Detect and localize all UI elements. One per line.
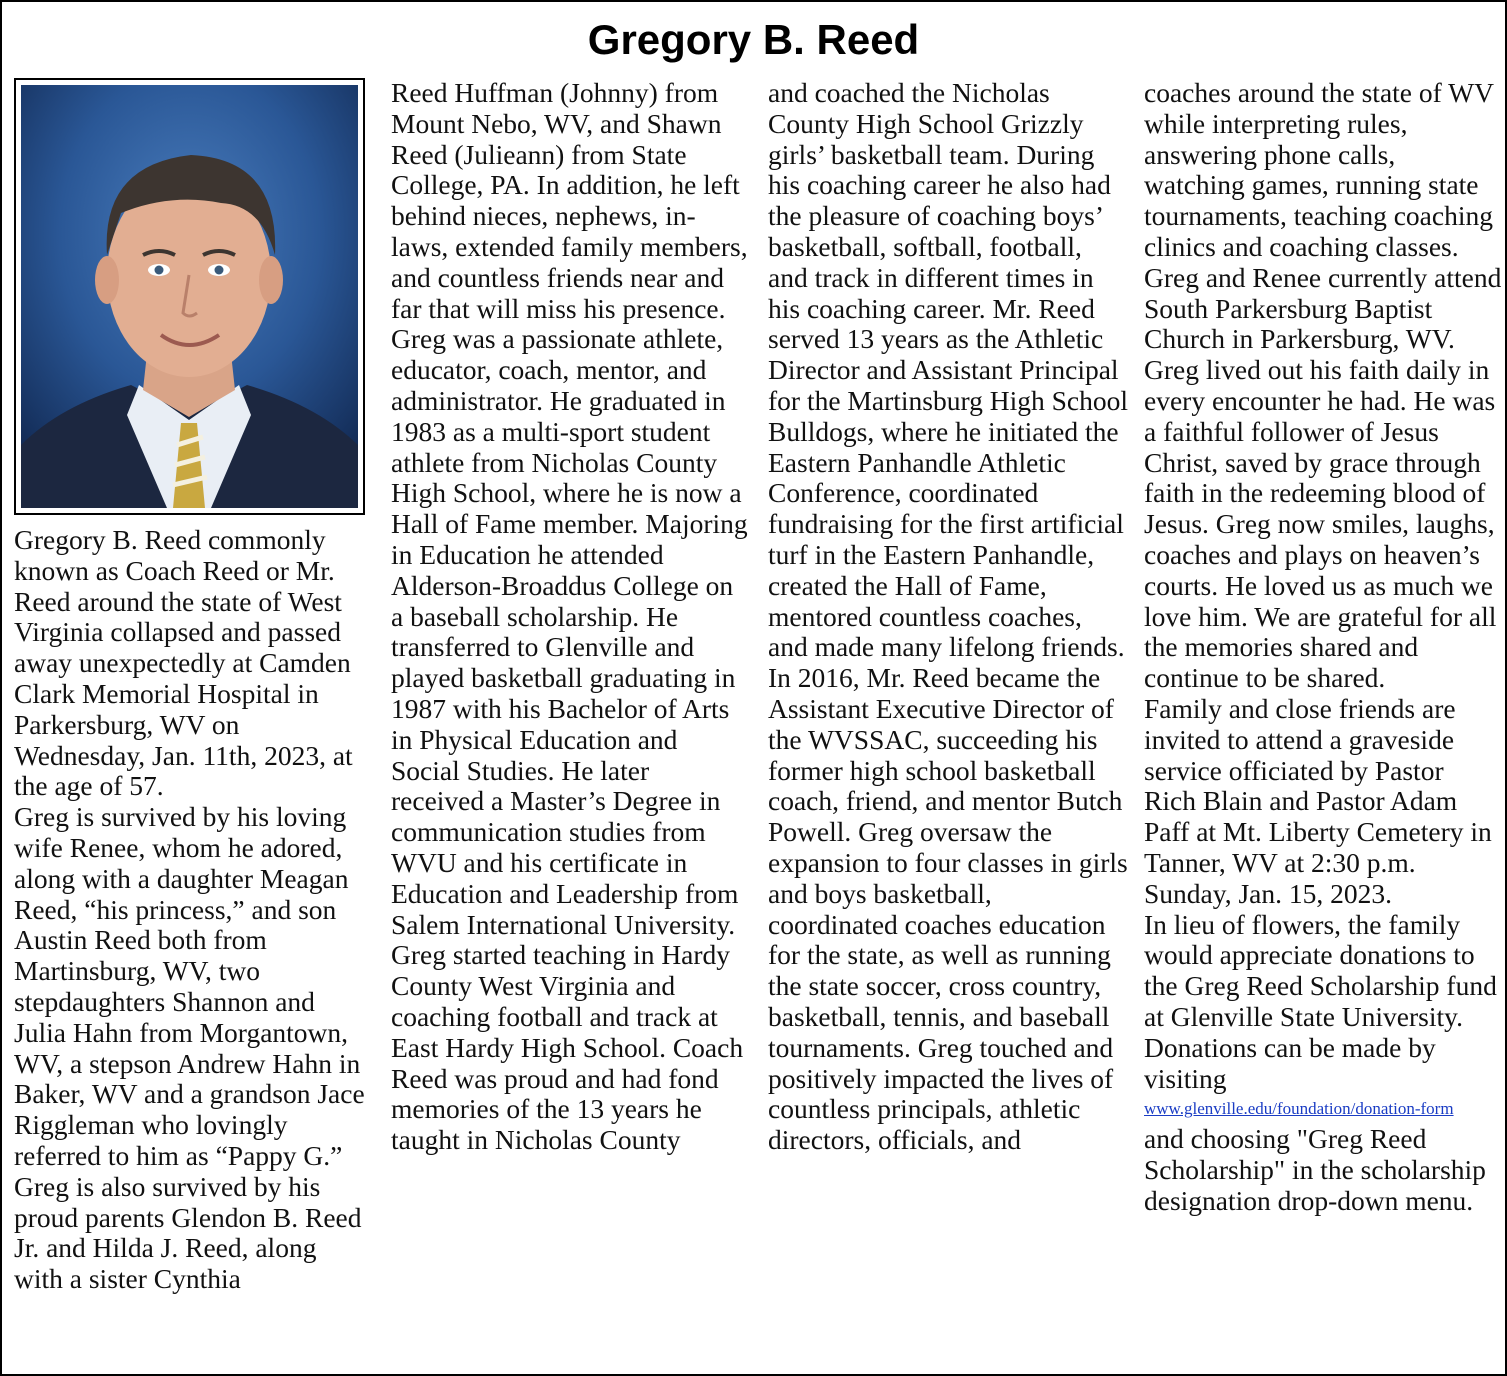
paragraph: coaches around the state of WV while interpreting rules, answering phone calls, watching games, running state tournaments, teaching coaching clinics and coaching classes. <box>1144 77 1494 262</box>
paragraph: In 2016, Mr. Reed became the Assistant Executive Director of the WVSSAC, succeeding his former high school basketball coach, friend, and mentor Butch Powell. Greg oversaw the expansion to four classes in girls and boys basketball, coordinated coaches education for the state, as well as running the state soccer, cross country, basketball, tennis, and baseball tournaments. Greg touched and positively impacted the lives of countless principals, athletic directors, officials, and <box>768 662 1128 1156</box>
paragraph: Greg is survived by his loving wife Renee, whom he adored, along with a daughter Meagan Reed, “his princess,” and son Austin Reed both from Martinsburg, WV, two stepdaughters Shannon and Julia Hahn from Morgantown, WV, a stepson Andrew Hahn in Baker, WV and a grandson Jace Riggleman who lovingly referred to him as “Pappy G.” <box>14 801 365 1171</box>
paragraph: Family and close friends are invited to attend a graveside service officiated by Pastor Rich Blain and Pastor Adam Paff at Mt. Liberty Cemetery in Tanner, WV at 2:30 p.m. Sunday, Jan. 15, 2023. <box>1144 692 1492 909</box>
donation-link[interactable]: www.glenville.edu/foundation/donation-form <box>1144 1099 1454 1119</box>
column-1 <box>14 78 370 1295</box>
paragraph: and coached the Nicholas County High School Grizzly girls’ basketball team. During his coaching career he also had the pleasure of coaching boys’ basketball, softball, football, and track in different times in his coaching career. Mr. Reed served 13 years as the Athletic Director and Assistant Principal for the Martinsburg High School Bulldogs, where he initiated the Eastern Panhandle Athletic Conference, coordinated fundraising for the first artificial turf in the Eastern Panhandle, created the Hall of Fame, mentored countless coaches, and made many lifelong friends. <box>768 77 1129 663</box>
paragraph: Greg was a passionate athlete, educator, coach, mentor, and administrator. He graduated in 1983 as a multi-sport student athlete from Nicholas County High School, where he is now a Hall of Fame member. Majoring in Education he attended Alderson-Broaddus College on a baseball scholarship. He transferred to Glenville and played basketball graduating in 1987 with his Bachelor of Arts in Physical Education and Social Studies. He later received a Master’s Degree in communication studies from WVU and his certificate in Education and Leadership from Salem International University. <box>391 323 748 940</box>
portrait-icon <box>21 85 358 508</box>
column-4 <box>1144 78 1502 1217</box>
obituary-title: Gregory B. Reed <box>587 16 920 63</box>
portrait-photo <box>21 85 358 508</box>
paragraph: Gregory B. Reed commonly known as Coach Reed or Mr. Reed around the state of West Virginia collapsed and passed away unexpectedly at Camden Clark Memorial Hospital in Parkersburg, WV on Wednesday, Jan. 11th, 2023, at the age of 57. <box>14 524 353 802</box>
column-2 <box>391 78 749 1156</box>
portrait-frame <box>14 78 365 515</box>
paragraph: and choosing "Greg Reed Scholarship" in the scholarship designation drop-down menu. <box>1144 1123 1486 1216</box>
paragraph: Greg started teaching in Hardy County West Virginia and coaching football and track at East Hardy High School. Coach Reed was proud and had fond memories of the 13 years he taught in Nicholas County <box>391 939 744 1156</box>
column-3 <box>768 78 1128 1156</box>
paragraph: Greg and Renee currently attend South Parkersburg Baptist Church in Parkersburg, WV. Greg lived out his faith daily in every encounter he had. He was a faithful follower of Jesus Christ, saved by grace through faith in the redeeming blood of Jesus. Greg now smiles, laughs, coaches and plays on heaven’s courts. He loved us as much we love him. We are grateful for all the memories shared and continue to be shared. <box>1144 261 1502 694</box>
paragraph: In lieu of flowers, the family would appreciate donations to the Greg Reed Scholarship fund at Glenville State University. Donations can be made by visiting <box>1144 908 1497 1094</box>
paragraph: Reed Huffman (Johnny) from Mount Nebo, WV, and Shawn Reed (Julieann) from State College, PA. In addition, he left behind nieces, nephews, in-laws, extended family members, and countless friends near and far that will miss his presence. <box>391 77 748 324</box>
paragraph: Greg is also survived by his proud parents Glendon B. Reed Jr. and Hilda J. Reed, along with a sister Cynthia <box>14 1170 362 1295</box>
